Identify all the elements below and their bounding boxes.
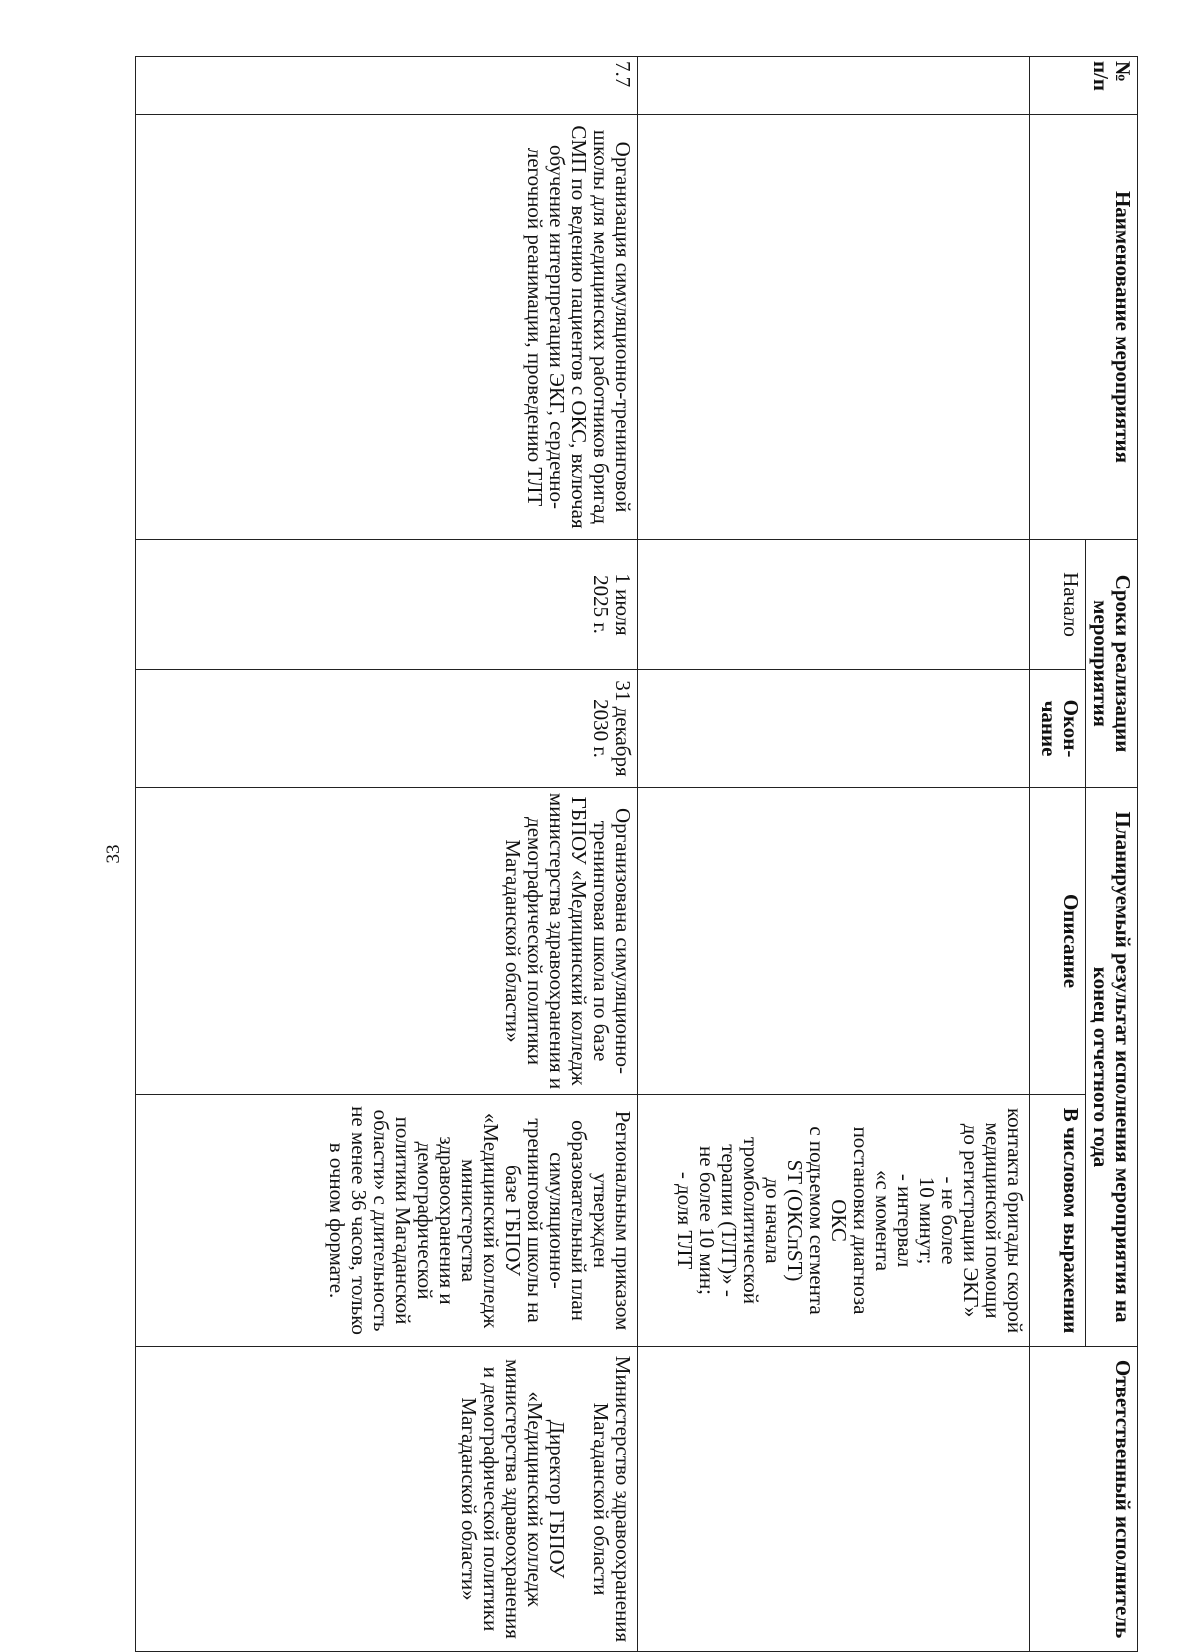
header-start: Начало <box>1030 540 1086 670</box>
header-row-top <box>1086 57 1138 1652</box>
header-responsible: Ответственный исполнитель <box>1030 1347 1138 1652</box>
cell-num: 7.7 <box>136 57 638 115</box>
table-row <box>638 57 1030 1652</box>
header-planned: Планируемый результат исполнения мероприятия на конец отчетного года <box>1086 788 1138 1347</box>
cell-num <box>638 57 1030 115</box>
cell-numeric: контакта бригады скорой медицинской помощи до регистрации ЭКГ» - не более 10 минут; - интервал «с момента постановки диагноза ОКС с подъемом сегмента ST (ОКСпST) до начала тромболитической терапии (ТЛТ)» - не более 10 мин; - доля ТЛТ <box>638 1095 1030 1347</box>
cell-end <box>638 670 1030 788</box>
table-row <box>136 57 638 1652</box>
events-table <box>135 56 1138 1652</box>
header-name: Наименование мероприятия <box>1030 115 1138 540</box>
cell-description <box>638 788 1030 1095</box>
cell-numeric: Региональным приказом утвержден образовательный план симуляционно-тренинговой школы на базе ГБПОУ «Медицинский колледж министерства здравоохранения и демографической политики Магаданской области» с длительность не менее 36 часов, только в очном формате. <box>136 1095 638 1347</box>
rotated-table-sheet <box>135 56 1138 1651</box>
header-num: № п/п <box>1030 57 1138 115</box>
cell-end: 31 декабря 2030 г. <box>136 670 638 788</box>
page-number: 33 <box>103 844 124 864</box>
header-terms: Сроки реализации мероприятия <box>1086 540 1138 788</box>
header-description: Описание <box>1030 788 1086 1095</box>
cell-start: 1 июля 2025 г. <box>136 540 638 670</box>
header-numeric: В числовом выражении <box>1030 1095 1086 1347</box>
cell-responsible <box>638 1347 1030 1652</box>
cell-name <box>638 115 1030 540</box>
cell-description: Организована симуляционно-тренинговая школа по базе ГБПОУ «Медицинский колледж министерства здравоохранения и демографической политики Магаданской области» <box>136 788 638 1095</box>
cell-name: Организация симуляционно-тренинговой школы для медицинских работников бригад СМП по ведению пациентов с ОКС, включая обучение интерпретации ЭКГ, сердечно-легочной реанимации, проведению ТЛТ <box>136 115 638 540</box>
header-end: Окон- чание <box>1030 670 1086 788</box>
cell-start <box>638 540 1030 670</box>
cell-responsible: Министерство здравоохранения Магаданской области Директор ГБПОУ «Медицинский колледж министерства здравоохранения и демографической политики Магаданской области» <box>136 1347 638 1652</box>
